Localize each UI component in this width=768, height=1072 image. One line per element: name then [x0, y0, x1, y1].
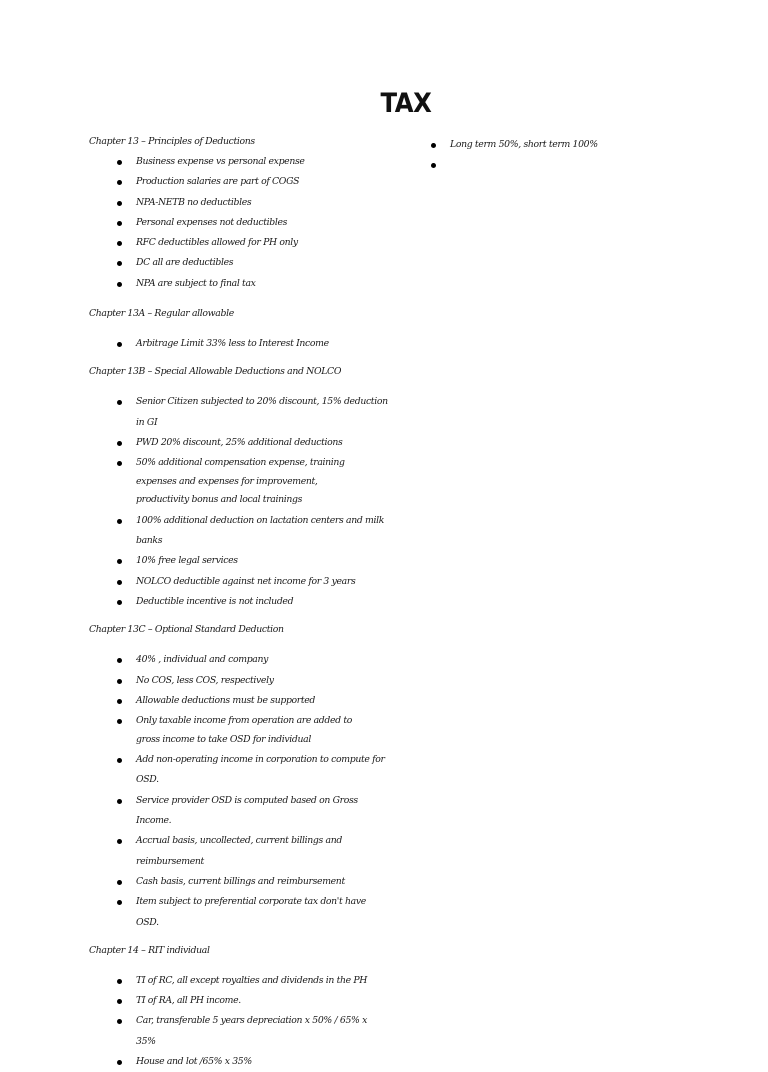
list-item: Only taxable income from operation are added to gross income to take OSD for individual [89, 711, 364, 750]
list-item: House and lot /65% x 35% [89, 1052, 389, 1072]
list-item: Accrual basis, uncollected, current billings and reimbursement [89, 831, 389, 872]
list-item: NPA are subject to final tax [89, 274, 389, 294]
section-heading: Chapter 13 – Principles of Deductions [89, 136, 255, 147]
bullet-list [89, 971, 389, 1072]
list-item: Arbitrage Limit 33% less to Interest Income [89, 334, 389, 354]
document-title: TAX [380, 88, 432, 119]
list-item: RFC deductibles allowed for PH only [89, 233, 389, 253]
list-item: Production salaries are part of COGS [89, 172, 389, 192]
list-item: NPA-NETB no deductibles [89, 193, 389, 213]
list-item: PWD 20% discount, 25% additional deductions [89, 433, 389, 453]
notes-right-column [428, 135, 678, 155]
list-item: Long term 50%, short term 100% [428, 135, 678, 155]
section-heading: Chapter 13B – Special Allowable Deductions and NOLCO [89, 366, 342, 378]
list-item: Cash basis, current billings and reimbursement [89, 872, 389, 892]
bullet-list [89, 152, 389, 294]
list-item: Personal expenses not deductibles [89, 213, 389, 233]
list-item: Senior Citizen subjected to 20% discount, 15% deduction in GI [89, 392, 389, 433]
list-item: Add non-operating income in corporation to compute for OSD. [89, 750, 389, 791]
list-item: Deductible incentive is not included [89, 592, 389, 612]
section-heading: Chapter 13A – Regular allowable [89, 308, 234, 320]
list-item: 10% free legal services [89, 551, 389, 571]
section-heading: Chapter 13C – Optional Standard Deduction [89, 624, 284, 636]
bullet-list [89, 334, 389, 354]
list-item: 50% additional compensation expense, training expenses and expenses for improvement, productivity bonus and local trainings [89, 453, 348, 511]
section-heading: Chapter 14 – RIT individual [89, 944, 210, 956]
list-item: NOLCO deductible against net income for 3 years [89, 572, 389, 592]
list-item: Allowable deductions must be supported [89, 691, 389, 711]
bullet-list [428, 135, 678, 155]
list-item: Business expense vs personal expense [89, 152, 389, 172]
bullet-list [89, 650, 389, 933]
list-item: Item subject to preferential corporate tax don't have OSD. [89, 892, 389, 933]
notes-left-column [89, 134, 389, 1072]
list-item: Service provider OSD is computed based on Gross Income. [89, 791, 389, 832]
list-item: 100% additional deduction on lactation centers and milk banks [89, 511, 389, 552]
list-item: TI of RC, all except royalties and dividends in the PH [89, 971, 389, 991]
list-item: TI of RA, all PH income. [89, 991, 389, 1011]
list-item: DC all are deductibles [89, 253, 389, 273]
list-item: No COS, less COS, respectively [89, 671, 389, 691]
bullet-list [89, 392, 389, 612]
list-item: Car, transferable 5 years depreciation x 50% / 65% x 35% [89, 1011, 389, 1052]
list-item: 40% , individual and company [89, 650, 389, 670]
